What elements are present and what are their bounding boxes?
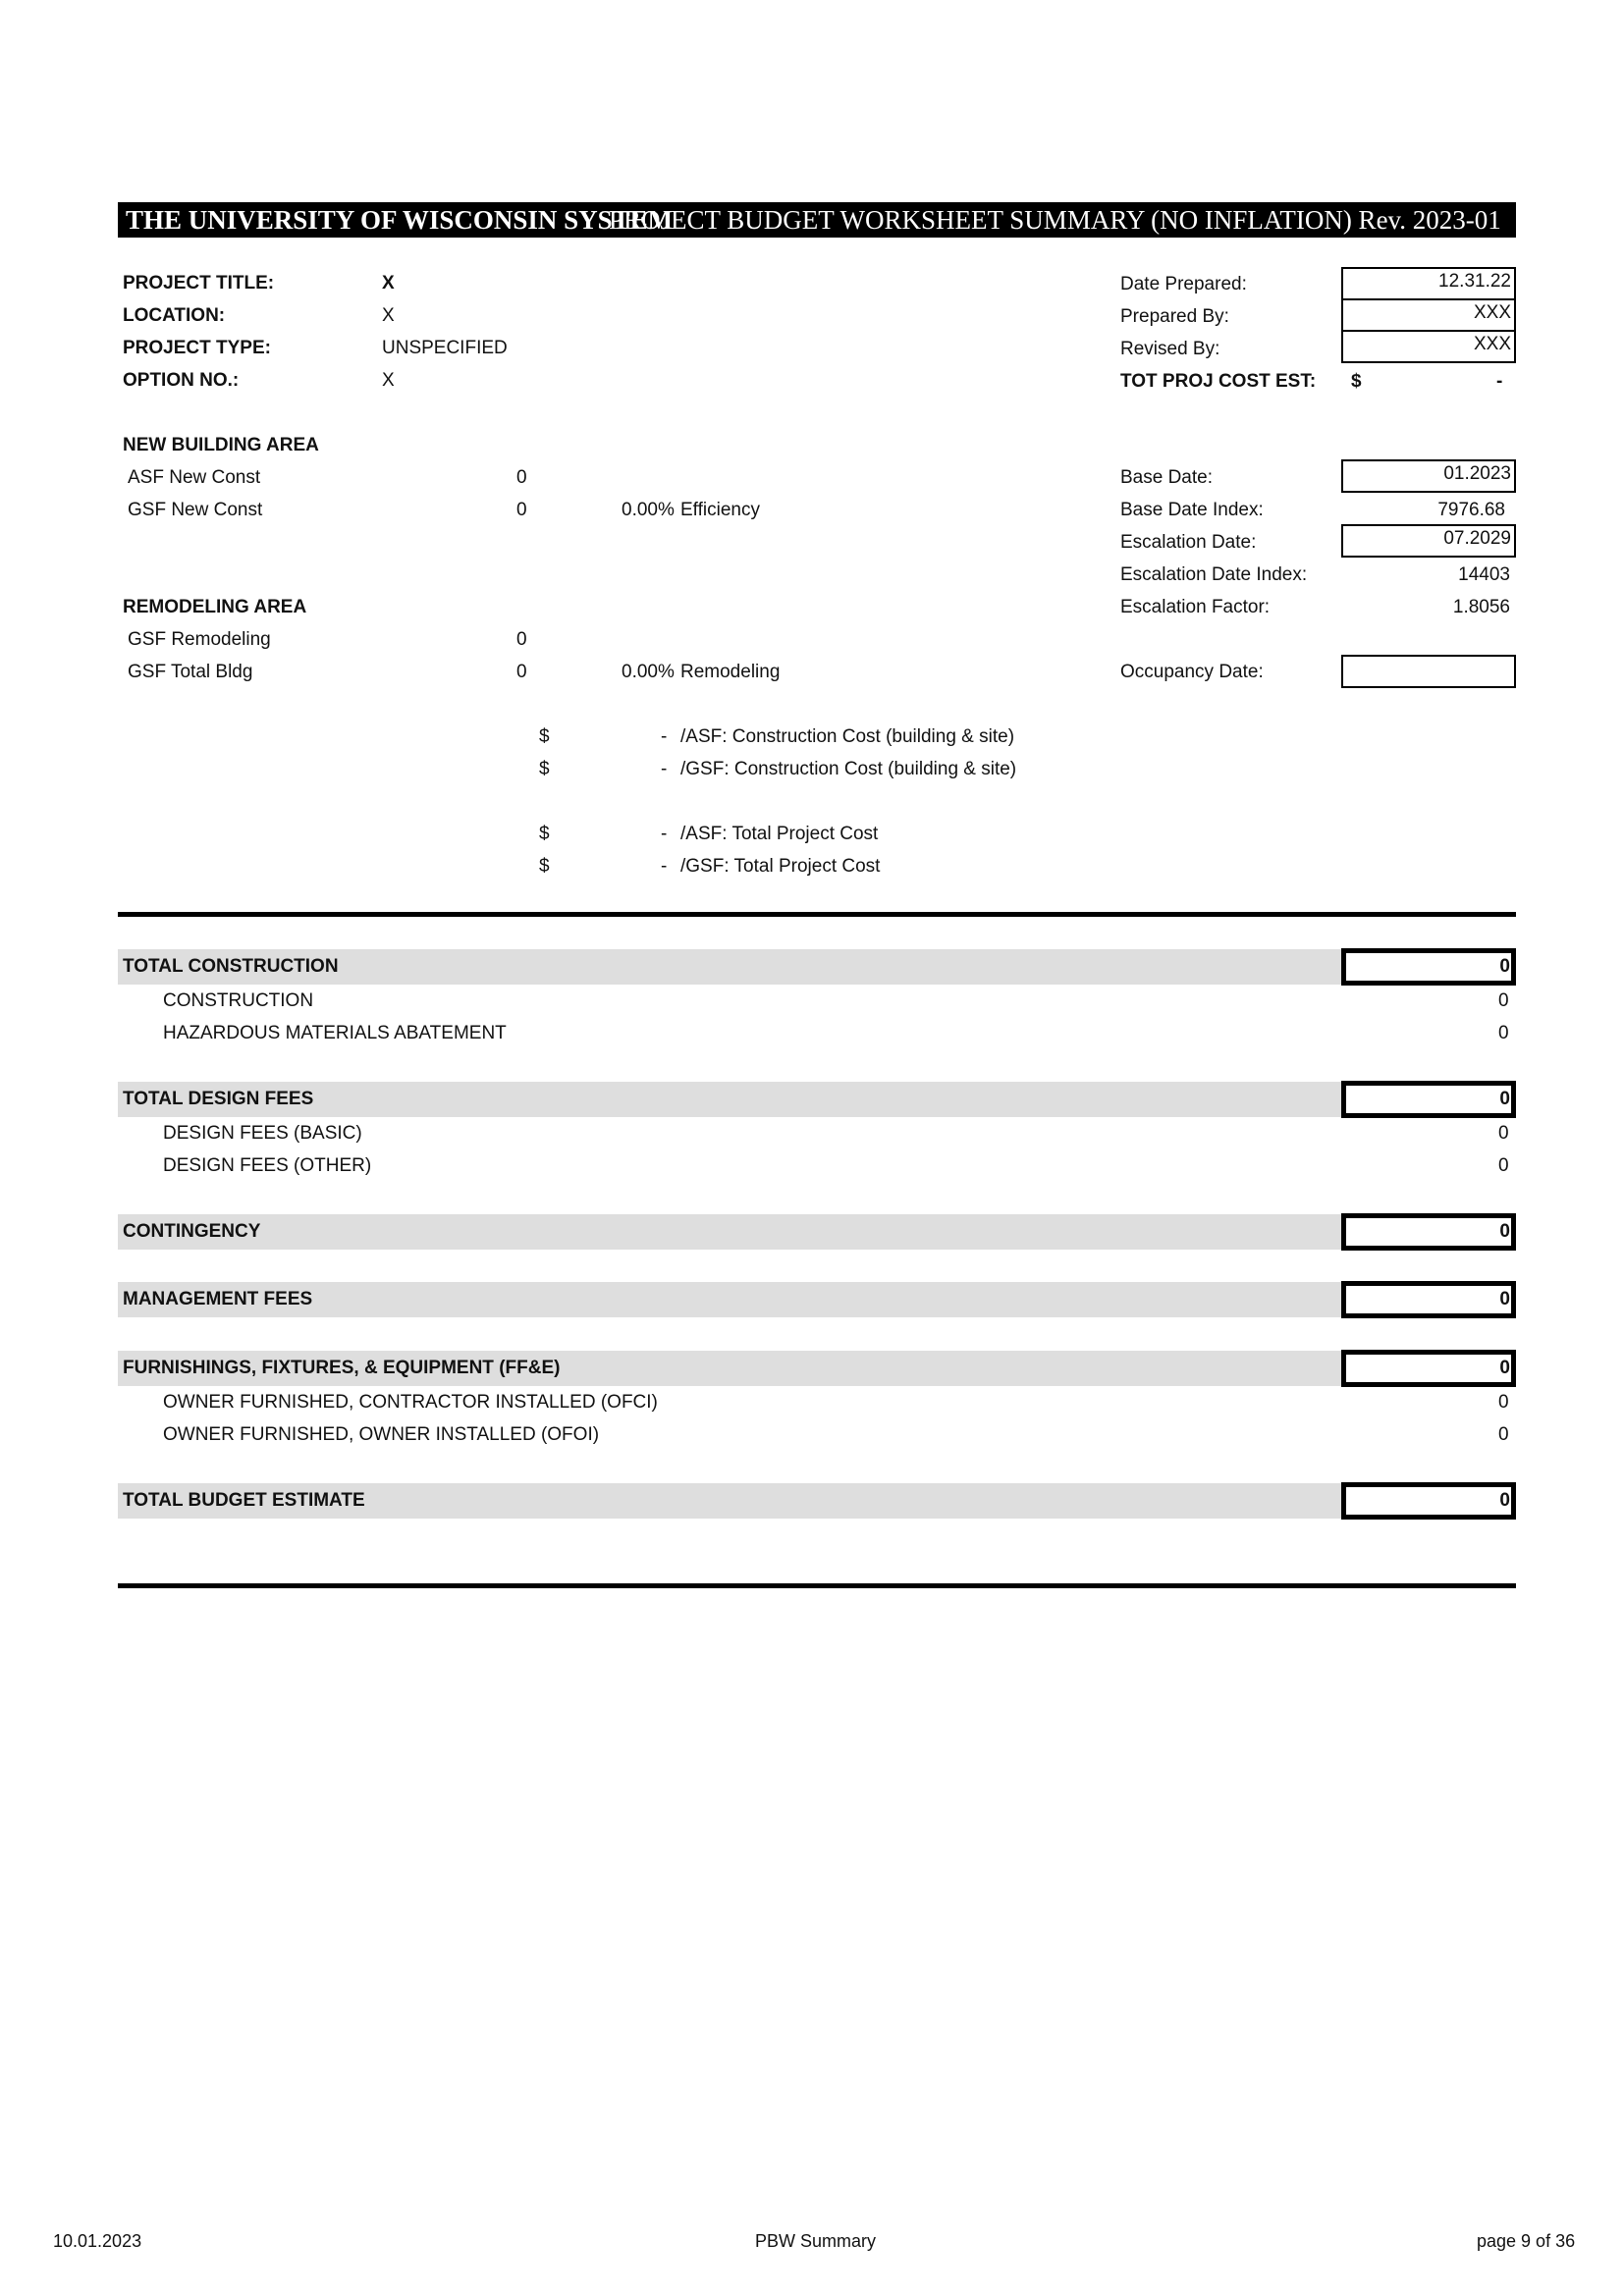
- gsf-construction-label: /GSF: Construction Cost (building & site): [680, 759, 1017, 779]
- ffe-value: 0: [1499, 1358, 1510, 1378]
- design-fees-other-label: DESIGN FEES (OTHER): [163, 1155, 372, 1176]
- occupancy-date-field[interactable]: [1341, 655, 1516, 688]
- new-building-heading: NEW BUILDING AREA: [123, 435, 319, 455]
- gsf-total-value: -: [661, 856, 668, 877]
- title-document: PROJECT BUDGET WORKSHEET SUMMARY (NO INFLATION) Rev. 2023-01: [609, 205, 1501, 235]
- total-construction-value: 0: [1499, 956, 1510, 977]
- revised-by-field[interactable]: [1341, 330, 1516, 363]
- footer-sheet-name: PBW Summary: [755, 2231, 877, 2251]
- total-design-fees-field[interactable]: [1341, 1081, 1516, 1118]
- gsf-remodeling-value: 0: [516, 629, 527, 650]
- gsf-new-const-value: 0: [516, 500, 527, 520]
- revised-by-label: Revised By:: [1120, 339, 1220, 359]
- gsf-total-label: /GSF: Total Project Cost: [680, 856, 881, 877]
- contingency-value: 0: [1499, 1221, 1510, 1242]
- remodeling-pct: 0.00%: [622, 662, 675, 682]
- total-budget-field[interactable]: [1341, 1482, 1516, 1520]
- construction-label: CONSTRUCTION: [163, 990, 314, 1011]
- base-date-value: 01.2023: [1443, 463, 1511, 484]
- design-fees-basic-value: 0: [1498, 1123, 1509, 1144]
- escalation-date-index-label: Escalation Date Index:: [1120, 564, 1308, 585]
- asf-total-value: -: [661, 824, 668, 844]
- escalation-date-index-value: 14403: [1458, 564, 1510, 585]
- prepared-by-label: Prepared By:: [1120, 306, 1229, 327]
- ffe-field[interactable]: [1341, 1350, 1516, 1387]
- base-date-field[interactable]: [1341, 459, 1516, 493]
- title-organization: THE UNIVERSITY OF WISCONSIN SYSTEM: [126, 205, 674, 235]
- escalation-date-value: 07.2029: [1443, 528, 1511, 549]
- design-fees-other-value: 0: [1498, 1155, 1509, 1176]
- occupancy-date-label: Occupancy Date:: [1120, 662, 1264, 682]
- management-fees-value: 0: [1499, 1289, 1510, 1309]
- construction-value: 0: [1498, 990, 1509, 1011]
- asf-new-const-label: ASF New Const: [128, 467, 261, 488]
- gsf-construction-currency: $: [539, 759, 550, 779]
- contingency-label: CONTINGENCY: [123, 1221, 261, 1242]
- gsf-new-const-label: GSF New Const: [128, 500, 263, 520]
- date-prepared-field[interactable]: [1341, 267, 1516, 300]
- contingency-row: [118, 1214, 1343, 1250]
- gsf-remodeling-label: GSF Remodeling: [128, 629, 271, 650]
- project-title-label: PROJECT TITLE:: [123, 273, 275, 294]
- section-divider-top: [118, 912, 1516, 917]
- section-divider-bottom: [118, 1583, 1516, 1588]
- management-fees-field[interactable]: [1341, 1281, 1516, 1318]
- remodeling-heading: REMODELING AREA: [123, 597, 307, 617]
- prepared-by-value: XXX: [1473, 302, 1511, 323]
- asf-total-label: /ASF: Total Project Cost: [680, 824, 879, 844]
- escalation-date-label: Escalation Date:: [1120, 532, 1257, 553]
- footer-date: 10.01.2023: [53, 2231, 142, 2251]
- asf-construction-value: -: [661, 726, 668, 747]
- total-budget-value: 0: [1499, 1490, 1510, 1511]
- total-budget-label: TOTAL BUDGET ESTIMATE: [123, 1490, 365, 1511]
- management-fees-label: MANAGEMENT FEES: [123, 1289, 313, 1309]
- gsf-total-bldg-value: 0: [516, 662, 527, 682]
- ofci-value: 0: [1498, 1392, 1509, 1413]
- date-prepared-value: 12.31.22: [1438, 271, 1511, 292]
- efficiency-label: Efficiency: [680, 500, 760, 520]
- revised-by-value: XXX: [1473, 334, 1511, 354]
- escalation-factor-label: Escalation Factor:: [1120, 597, 1271, 617]
- gsf-construction-value: -: [661, 759, 668, 779]
- asf-total-currency: $: [539, 824, 550, 844]
- tot-proj-cost-value: -: [1496, 371, 1503, 392]
- project-title-value: X: [382, 273, 395, 294]
- total-design-fees-row: [118, 1082, 1343, 1117]
- hazmat-abatement-value: 0: [1498, 1023, 1509, 1043]
- asf-construction-label: /ASF: Construction Cost (building & site): [680, 726, 1015, 747]
- management-fees-row: [118, 1282, 1343, 1317]
- hazmat-abatement-label: HAZARDOUS MATERIALS ABATEMENT: [163, 1023, 507, 1043]
- total-design-fees-value: 0: [1499, 1089, 1510, 1109]
- contingency-field[interactable]: [1341, 1213, 1516, 1251]
- ofoi-value: 0: [1498, 1424, 1509, 1445]
- option-no-value: X: [382, 370, 395, 391]
- total-design-fees-label: TOTAL DESIGN FEES: [123, 1089, 314, 1109]
- efficiency-pct: 0.00%: [622, 500, 675, 520]
- location-label: LOCATION:: [123, 305, 226, 326]
- design-fees-basic-label: DESIGN FEES (BASIC): [163, 1123, 362, 1144]
- ffe-row: [118, 1351, 1343, 1386]
- asf-new-const-value: 0: [516, 467, 527, 488]
- escalation-date-field[interactable]: [1341, 524, 1516, 558]
- project-type-value: UNSPECIFIED: [382, 338, 508, 358]
- footer-page-number: page 9 of 36: [1477, 2231, 1576, 2251]
- project-type-label: PROJECT TYPE:: [123, 338, 271, 358]
- date-prepared-label: Date Prepared:: [1120, 274, 1247, 294]
- base-date-index-value: 7976.68: [1437, 500, 1505, 520]
- total-construction-field[interactable]: [1341, 948, 1516, 986]
- remodeling-pct-label: Remodeling: [680, 662, 781, 682]
- total-budget-row: [118, 1483, 1343, 1519]
- prepared-by-field[interactable]: [1341, 298, 1516, 332]
- base-date-index-label: Base Date Index:: [1120, 500, 1264, 520]
- tot-proj-cost-label: TOT PROJ COST EST:: [1120, 371, 1317, 392]
- total-construction-label: TOTAL CONSTRUCTION: [123, 956, 339, 977]
- tot-proj-cost-currency: $: [1351, 371, 1362, 392]
- asf-construction-currency: $: [539, 726, 550, 747]
- option-no-label: OPTION NO.:: [123, 370, 240, 391]
- gsf-total-bldg-label: GSF Total Bldg: [128, 662, 253, 682]
- ffe-label: FURNISHINGS, FIXTURES, & EQUIPMENT (FF&E): [123, 1358, 561, 1378]
- ofoi-label: OWNER FURNISHED, OWNER INSTALLED (OFOI): [163, 1424, 600, 1445]
- location-value: X: [382, 305, 395, 326]
- gsf-total-currency: $: [539, 856, 550, 877]
- ofci-label: OWNER FURNISHED, CONTRACTOR INSTALLED (OFCI): [163, 1392, 658, 1413]
- total-construction-row: [118, 949, 1343, 985]
- base-date-label: Base Date:: [1120, 467, 1213, 488]
- escalation-factor-value: 1.8056: [1452, 597, 1510, 617]
